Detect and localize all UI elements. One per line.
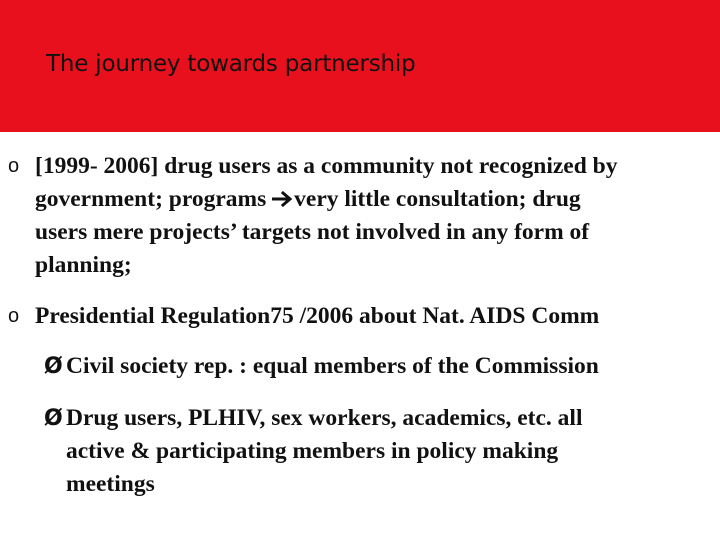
bullet-line: [1999- 2006] drug users as a community not recognized by bbox=[35, 153, 618, 179]
slide-title: The journey towards partnership bbox=[46, 51, 416, 77]
bullet-line-part: government; programs bbox=[35, 186, 273, 212]
bullet-line: users mere projects’ targets not involved in any form of bbox=[35, 219, 590, 245]
bullet-line-part: very little consultation; drug bbox=[294, 186, 581, 212]
sub-bullet-civil-society bbox=[44, 350, 720, 383]
sub-bullet-members bbox=[44, 402, 720, 501]
bullet-content bbox=[35, 300, 720, 333]
arrowhead-bullet-icon: Ø bbox=[44, 354, 63, 379]
arrowhead-bullet-icon: Ø bbox=[44, 406, 63, 431]
bullet-line-with-arrow bbox=[35, 183, 720, 216]
sub-bullet-line: active & participating members in policy making bbox=[66, 438, 559, 464]
sub-bullet-content bbox=[66, 350, 720, 383]
bullet-content bbox=[35, 150, 720, 282]
sub-bullet-content bbox=[66, 402, 720, 501]
title-banner bbox=[0, 0, 720, 132]
bullet-marker: o bbox=[8, 155, 20, 177]
bullet-marker: o bbox=[8, 305, 20, 327]
sub-bullet-line: Drug users, PLHIV, sex workers, academics, etc. all bbox=[66, 405, 583, 431]
sub-bullet-line: meetings bbox=[66, 471, 155, 497]
bullet-line: Presidential Regulation75 /2006 about Nat. AIDS Comm bbox=[35, 303, 600, 329]
bullet-item-regulation bbox=[8, 300, 720, 333]
bullet-item-history bbox=[8, 150, 720, 282]
bullet-line: planning; bbox=[35, 252, 132, 278]
right-arrow-icon bbox=[272, 183, 294, 216]
sub-bullet-line: Civil society rep. : equal members of the Commission bbox=[66, 353, 599, 379]
